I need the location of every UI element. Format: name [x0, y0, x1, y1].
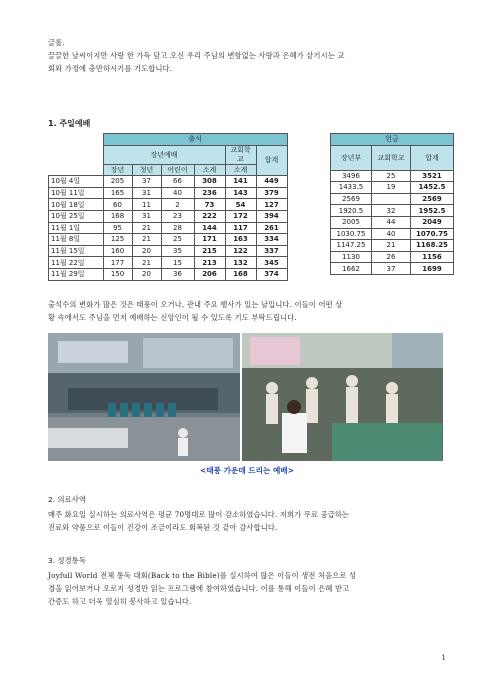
attendance-row — [49, 187, 288, 199]
attendance-cell: 28 — [161, 222, 194, 234]
photo-caption: <태풍 가운데 드리는 예배> — [199, 466, 294, 475]
attendance-cell: 95 — [103, 222, 132, 234]
offering-cell: 1452.5 — [411, 182, 454, 194]
offering-cell: 1030.75 — [331, 228, 372, 240]
attendance-cell: 141 — [225, 176, 256, 188]
attendance-row — [49, 268, 288, 280]
attendance-cell: 21 — [132, 257, 161, 269]
worship-photo-right — [242, 333, 443, 461]
attendance-cell: 122 — [225, 245, 256, 257]
attendance-cell: 374 — [256, 268, 287, 280]
col-adult: 장년 — [103, 164, 132, 176]
after-line2: 황 속에서도 주님을 먼저 예배하는 신앙인이 될 수 있도록 기도 부탁드립니다. — [48, 313, 297, 322]
section3-paragraph — [48, 569, 448, 608]
attendance-cell: 66 — [161, 176, 194, 188]
attendance-row — [49, 176, 288, 188]
offering-cell: 32 — [372, 205, 411, 217]
offering-cell: 26 — [372, 251, 411, 263]
offering-row — [331, 182, 454, 194]
section3-line3: 간증도 하고 더욱 열심히 봉사하고 있습니다. — [48, 597, 192, 606]
attendance-cell: 205 — [103, 176, 132, 188]
offering-row — [331, 251, 454, 263]
attendance-cell: 11 — [132, 199, 161, 211]
attendance-cell: 215 — [194, 245, 225, 257]
attendance-cell: 171 — [194, 234, 225, 246]
attendance-cell: 379 — [256, 187, 287, 199]
attendance-header: 출석 — [103, 134, 287, 146]
date-cell: 11월 22일 — [49, 257, 104, 269]
adult-worship-header: 장년예배 — [103, 145, 225, 164]
offering-cell: 3496 — [331, 170, 372, 182]
attendance-cell: 222 — [194, 210, 225, 222]
attendance-table — [48, 133, 288, 281]
worship-photo-left — [48, 333, 240, 461]
col-adult-dept: 장년부 — [331, 145, 372, 170]
attendance-total-header: 합계 — [256, 145, 287, 176]
offering-cell: 1156 — [411, 251, 454, 263]
offering-header: 헌금 — [331, 134, 454, 146]
section3-heading: 3. 성경통독 — [48, 556, 86, 565]
attendance-cell: 21 — [132, 234, 161, 246]
attendance-row — [49, 199, 288, 211]
offering-cell — [372, 193, 411, 205]
date-cell: 11월 29일 — [49, 268, 104, 280]
offering-row — [331, 263, 454, 275]
date-cell: 11월 1일 — [49, 222, 104, 234]
offering-cell: 3521 — [411, 170, 454, 182]
attendance-cell: 20 — [132, 268, 161, 280]
col-offering-total: 합계 — [411, 145, 454, 170]
offering-cell: 37 — [372, 263, 411, 275]
attendance-cell: 2 — [161, 199, 194, 211]
offering-cell: 2049 — [411, 216, 454, 228]
date-cell: 10월 4일 — [49, 176, 104, 188]
attendance-cell: 31 — [132, 187, 161, 199]
date-cell: 11월 8일 — [49, 234, 104, 246]
section2-paragraph — [48, 508, 448, 534]
attendance-row — [49, 245, 288, 257]
attendance-cell: 168 — [103, 210, 132, 222]
intro-line2: 회와 가정에 충만하시기를 기도합니다. — [48, 64, 173, 73]
offering-row — [331, 228, 454, 240]
offering-cell: 1699 — [411, 263, 454, 275]
attendance-row — [49, 234, 288, 246]
offering-cell: 21 — [372, 240, 411, 252]
page-number: 1 — [441, 654, 446, 662]
attendance-row — [49, 222, 288, 234]
attendance-cell: 236 — [194, 187, 225, 199]
section2-line2: 진료와 약품으로 이들이 건강이 조금이라도 회복된 것 같아 감사합니다. — [48, 523, 278, 532]
attendance-cell: 177 — [103, 257, 132, 269]
offering-cell: 1952.5 — [411, 205, 454, 217]
attendance-cell: 132 — [225, 257, 256, 269]
attendance-cell: 15 — [161, 257, 194, 269]
offering-cell: 1070.75 — [411, 228, 454, 240]
attendance-cell: 127 — [256, 199, 287, 211]
attendance-cell: 168 — [225, 268, 256, 280]
offering-row — [331, 216, 454, 228]
offering-cell: 40 — [372, 228, 411, 240]
section3-line1: Joyfull World 전체 통독 대회(Back to the Bible)를 실시하여 많은 이들이 생전 처음으로 성 — [48, 571, 357, 580]
col-school-subtotal: 소계 — [225, 164, 256, 176]
date-cell: 10월 18일 — [49, 199, 104, 211]
intro-line0: 글롤. — [48, 38, 65, 47]
col-church-school: 교회학교 — [372, 145, 411, 170]
offering-cell: 1147.25 — [331, 240, 372, 252]
attendance-cell: 60 — [103, 199, 132, 211]
attendance-cell: 35 — [161, 245, 194, 257]
offering-cell: 1130 — [331, 251, 372, 263]
section1-heading: 1. 주일예배 — [48, 119, 91, 128]
attendance-cell: 150 — [103, 268, 132, 280]
offering-cell: 1168.25 — [411, 240, 454, 252]
church-school-header: 교회학교 — [225, 145, 256, 164]
intro-line1: 끌끌한 날씨이지만 사랑 한 가득 담고 오신 우리 주님의 변함없는 사랑과 은혜가 샅기시는 교 — [48, 51, 345, 60]
after-table-paragraph — [48, 298, 448, 324]
offering-row — [331, 170, 454, 182]
intro-paragraph — [48, 36, 448, 75]
attendance-cell: 125 — [103, 234, 132, 246]
offering-cell: 44 — [372, 216, 411, 228]
attendance-cell: 337 — [256, 245, 287, 257]
attendance-cell: 54 — [225, 199, 256, 211]
section2-heading: 2. 의료사역 — [48, 495, 86, 504]
attendance-cell: 261 — [256, 222, 287, 234]
offering-cell: 1662 — [331, 263, 372, 275]
section3-line2: 경을 읽어보거나 오로지 성경만 읽는 프로그램에 참여하였습니다. 이를 통해 이들이 은혜 받고 — [48, 584, 350, 593]
offering-cell: 2569 — [331, 193, 372, 205]
attendance-cell: 163 — [225, 234, 256, 246]
offering-row — [331, 240, 454, 252]
attendance-cell: 143 — [225, 187, 256, 199]
attendance-cell: 394 — [256, 210, 287, 222]
attendance-cell: 20 — [132, 245, 161, 257]
col-youth: 청년 — [132, 164, 161, 176]
offering-cell: 2005 — [331, 216, 372, 228]
attendance-cell: 37 — [132, 176, 161, 188]
offering-cell: 25 — [372, 170, 411, 182]
offering-cell: 19 — [372, 182, 411, 194]
attendance-cell: 73 — [194, 199, 225, 211]
offering-cell: 1433.5 — [331, 182, 372, 194]
date-cell: 10월 25일 — [49, 210, 104, 222]
offering-row — [331, 205, 454, 217]
attendance-cell: 172 — [225, 210, 256, 222]
offering-row — [331, 193, 454, 205]
attendance-cell: 334 — [256, 234, 287, 246]
col-subtotal: 소계 — [194, 164, 225, 176]
attendance-row — [49, 257, 288, 269]
attendance-cell: 21 — [132, 222, 161, 234]
section2-line1: 매주 화요일 실시하는 의료사역은 평균 70명대로 많이 감소하였습니다. 저희가 무료 공급하는 — [48, 510, 350, 519]
attendance-cell: 345 — [256, 257, 287, 269]
offering-table — [330, 133, 454, 275]
offering-cell: 1920.5 — [331, 205, 372, 217]
attendance-row — [49, 210, 288, 222]
attendance-cell: 36 — [161, 268, 194, 280]
date-cell: 11월 15일 — [49, 245, 104, 257]
attendance-cell: 308 — [194, 176, 225, 188]
attendance-cell: 117 — [225, 222, 256, 234]
after-line1: 출석수의 변화가 많은 것은 태풍이 오거나, 관내 주요 행사가 있는 날입니다. 이들이 어떤 상 — [48, 300, 343, 309]
offering-cell: 2569 — [411, 193, 454, 205]
date-cell: 10월 11일 — [49, 187, 104, 199]
attendance-cell: 213 — [194, 257, 225, 269]
attendance-cell: 144 — [194, 222, 225, 234]
attendance-cell: 449 — [256, 176, 287, 188]
attendance-cell: 23 — [161, 210, 194, 222]
attendance-cell: 160 — [103, 245, 132, 257]
attendance-cell: 40 — [161, 187, 194, 199]
col-children: 어린이 — [161, 164, 194, 176]
attendance-cell: 165 — [103, 187, 132, 199]
attendance-cell: 206 — [194, 268, 225, 280]
attendance-cell: 25 — [161, 234, 194, 246]
attendance-cell: 31 — [132, 210, 161, 222]
